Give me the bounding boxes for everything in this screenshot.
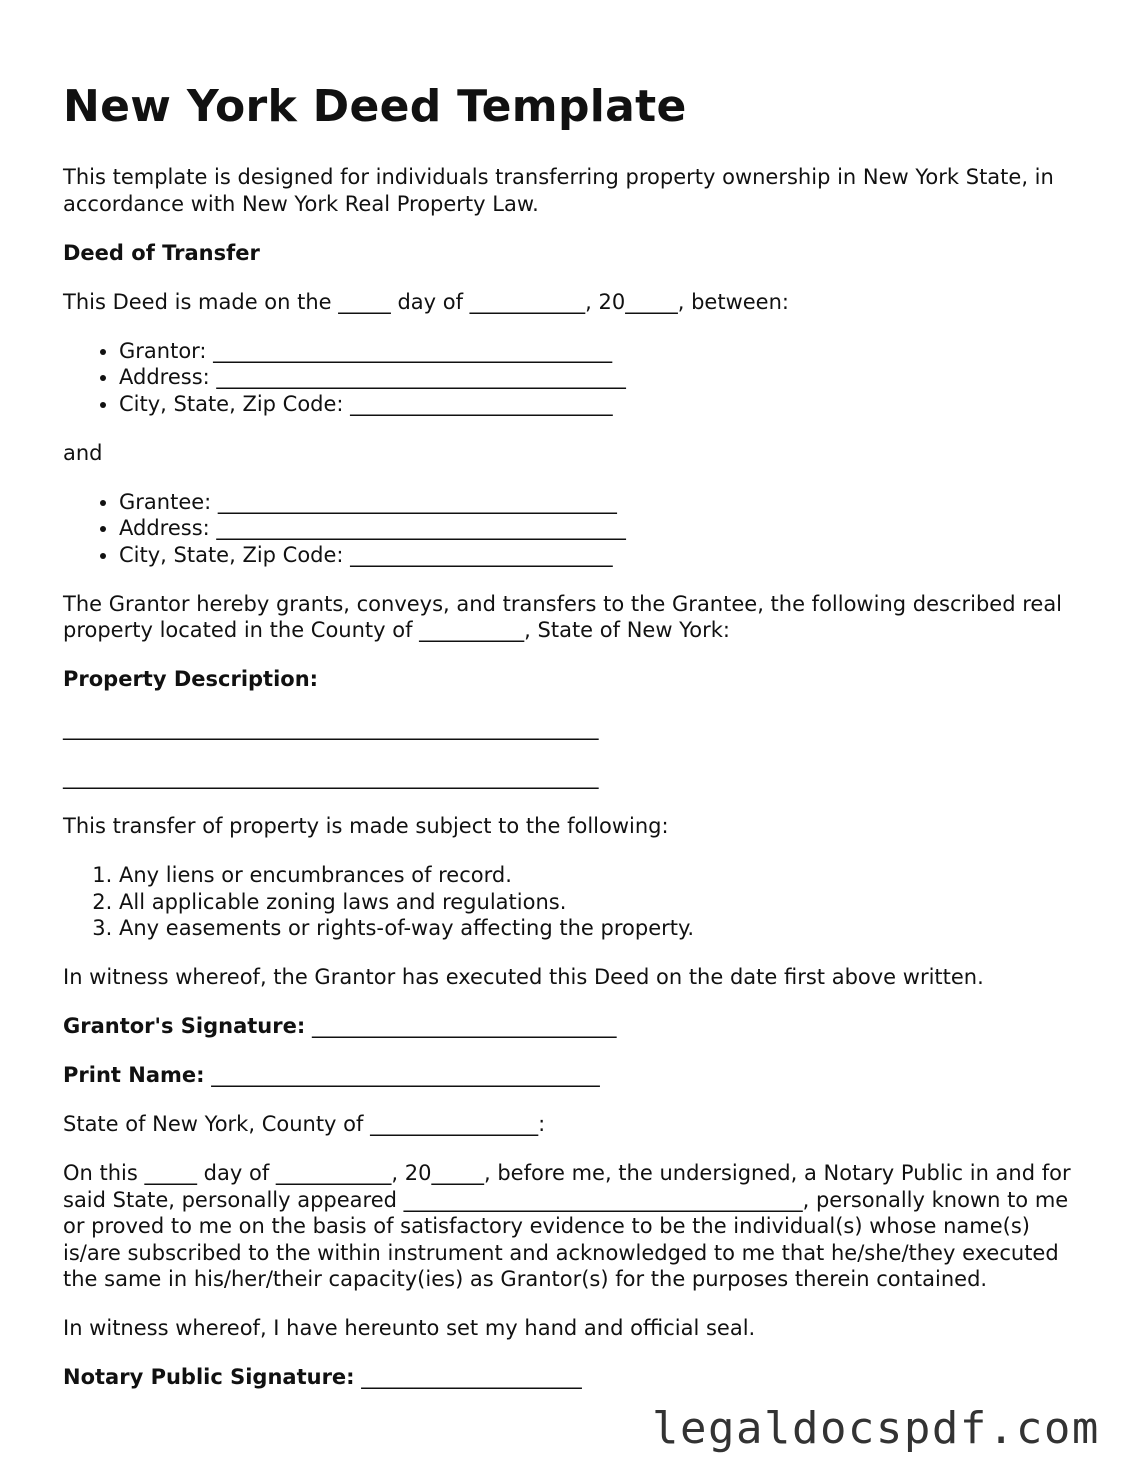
notary-signature-label: Notary Public Signature: [63, 1365, 355, 1389]
property-line: ___________________________________________________ [63, 716, 599, 740]
page-title: New York Deed Template [63, 81, 687, 132]
watermark-text: legaldocspdf.com [652, 1403, 1100, 1454]
subject-paragraph: This transfer of property is made subject to the following: [63, 814, 669, 838]
made-on-line: This Deed is made on the _____ day of ___________, 20_____, between: [63, 289, 789, 314]
section-heading: Deed of Transfer [63, 240, 260, 265]
print-name-label: Print Name: [63, 1063, 205, 1087]
notary-signature-line: _____________________ [361, 1365, 582, 1389]
grantor-city-field: • City, State, Zip Code: _________________________ [119, 391, 1093, 418]
witness-paragraph: In witness whereof, the Grantor has executed this Deed on the date first above written. [63, 965, 984, 989]
condition-item: 3. Any easements or rights-of-way affecting the property. [119, 915, 1093, 942]
grant-paragraph: The Grantor hereby grants, conveys, and transfers to the Grantee, the following described real property located in the County of __________, State of New York: [63, 591, 1063, 642]
grantee-city-field: • City, State, Zip Code: _________________________ [119, 542, 1093, 569]
grantor-address-field: • Address: _______________________________________ [119, 364, 1093, 391]
conditions-list [63, 862, 1093, 942]
grantor-signature-row [63, 1013, 1093, 1040]
and-text: and [63, 440, 103, 465]
grantor-name-field: • Grantor: ______________________________________ [119, 338, 1093, 365]
intro-paragraph: This template is designed for individuals transferring property ownership in New York State, in accordance with New York Real Property Law. [63, 165, 1054, 216]
grantor-signature-line: _____________________________ [311, 1014, 617, 1038]
print-name-row [63, 1062, 1093, 1089]
grantor-signature-label: Grantor's Signature: [63, 1014, 306, 1038]
condition-item: 1. Any liens or encumbrances of record. [119, 862, 1093, 889]
grantee-list [63, 489, 1093, 569]
state-county-line: State of New York, County of ________________: [63, 1112, 546, 1136]
notary-signature-row [63, 1364, 1093, 1391]
grantor-list [63, 338, 1093, 418]
property-line: ___________________________________________________ [63, 765, 599, 789]
notary-paragraph: On this _____ day of ___________, 20_____, before me, the undersigned, a Notary Public in and for said State, personally appeared ______________________________________, personally known to me or proved to me on the basis of satisfactory evidence to be the individual(s) whose name(s) is/are subscribed to the within instrument and acknowledged to me that he/she/they executed the same in his/her/their capacity(ies) as Grantor(s) for the purposes therein contained. [63, 1161, 1071, 1291]
property-heading: Property Description: [63, 667, 319, 691]
property-description-lines [63, 715, 1093, 791]
deed-document [63, 80, 1093, 1413]
condition-item: 2. All applicable zoning laws and regulations. [119, 889, 1093, 916]
notary-witness-paragraph: In witness whereof, I have hereunto set my hand and official seal. [63, 1316, 756, 1340]
print-name-line: _____________________________________ [211, 1063, 600, 1087]
grantee-name-field: • Grantee: ______________________________________ [119, 489, 1093, 516]
grantee-address-field: • Address: _______________________________________ [119, 515, 1093, 542]
